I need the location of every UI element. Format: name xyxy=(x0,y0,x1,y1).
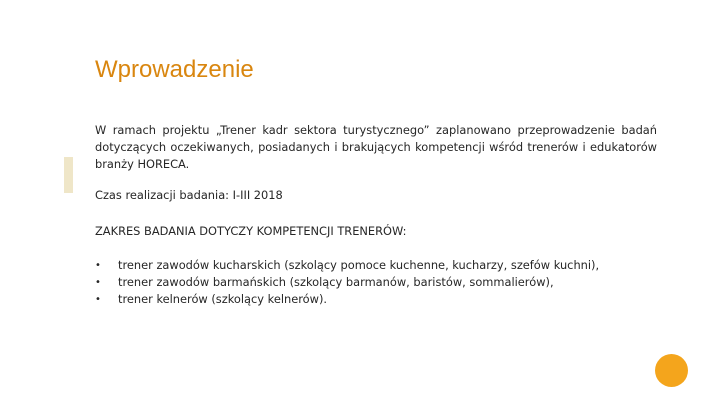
slide-body xyxy=(95,122,657,308)
bullet-icon: • xyxy=(95,260,101,271)
list-item-text: trener zawodów kucharskich (szkolący pomoce kuchenne, kucharzy, szefów kuchni), xyxy=(118,258,600,272)
decorative-circle xyxy=(655,354,688,387)
list-item-text: trener kelnerów (szkolący kelnerów). xyxy=(118,292,328,306)
slide-title: Wprowadzenie xyxy=(95,56,254,83)
list-item xyxy=(95,257,657,274)
accent-bar xyxy=(64,157,73,193)
list-item xyxy=(95,274,657,291)
intro-paragraph: W ramach projektu „Trener kadr sektora turystycznego” zaplanowano przeprowadzenie badań dotyczących oczekiwanych, posiadanych i brakujących kompetencji wśród trenerów i edukatorów branży HORECA. xyxy=(95,123,657,171)
bullet-icon: • xyxy=(95,277,101,288)
scope-heading: ZAKRES BADANIA DOTYCZY KOMPETENCJI TRENERÓW: xyxy=(95,224,407,238)
bullet-icon: • xyxy=(95,294,101,305)
list-item-text: trener zawodów barmańskich (szkolący barmanów, baristów, sommalierów), xyxy=(118,275,554,289)
timeframe-text: Czas realizacji badania: I-III 2018 xyxy=(95,188,283,202)
trainer-list xyxy=(95,257,657,308)
list-item xyxy=(95,291,657,308)
